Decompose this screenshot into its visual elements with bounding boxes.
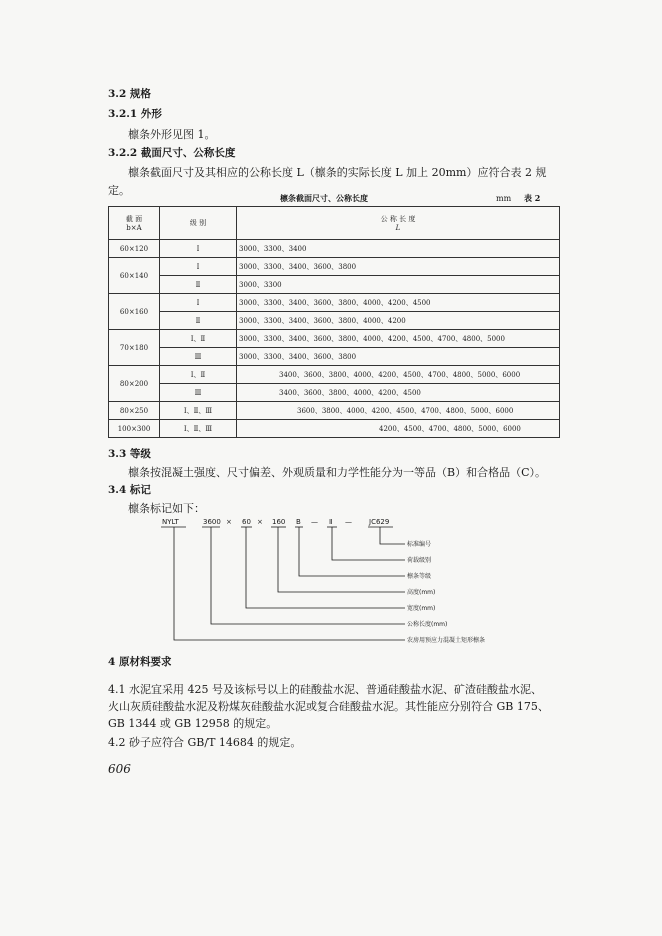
cell-lengths: 3000、3300、3400、3600、3800、4000、4200、4500、4700、4800、5000 xyxy=(237,330,560,348)
code-part-width: 60 xyxy=(242,518,251,526)
label-load-grade: 荷载级别 xyxy=(407,557,432,564)
cell-lengths: 3000、3300、3400、3600、3800、4000、4200、4500 xyxy=(237,294,560,312)
code-part-nylt: NYLT xyxy=(162,518,179,526)
header-length-sub: L xyxy=(395,224,401,232)
cell-lengths: 4200、4500、4700、4800、5000、6000 xyxy=(237,420,560,438)
table-row xyxy=(109,330,560,348)
cell-section: 60×140 xyxy=(109,258,160,294)
cell-section: 80×250 xyxy=(109,402,160,420)
table-row xyxy=(109,276,560,294)
heading-4: 4 原材料要求 xyxy=(108,656,172,668)
code-sep-d1: — xyxy=(311,518,318,526)
code-sep-d2: — xyxy=(345,518,352,526)
cell-grade: Ⅱ xyxy=(160,312,237,330)
table-row xyxy=(109,366,560,384)
code-part-grade: B xyxy=(296,518,301,526)
table-row xyxy=(109,402,560,420)
paragraph-3-2-1: 檩条外形见图 1。 xyxy=(128,128,216,141)
heading-3-2: 3.2 规格 xyxy=(108,88,151,100)
table-row xyxy=(109,420,560,438)
spec-table xyxy=(108,206,560,438)
cell-lengths: 3000、3300、3400、3600、3800 xyxy=(237,348,560,366)
header-length xyxy=(237,207,560,240)
table-row xyxy=(109,294,560,312)
table-title: 檩条截面尺寸、公称长度 xyxy=(280,193,368,203)
table-row xyxy=(109,258,560,276)
cell-grade: Ⅰ、Ⅱ、Ⅲ xyxy=(160,402,237,420)
cell-lengths: 3400、3600、3800、4000、4200、4500 xyxy=(237,384,560,402)
cell-grade: Ⅰ xyxy=(160,240,237,258)
cell-lengths: 3000、3300、3400、3600、3800、4000、4200 xyxy=(237,312,560,330)
cell-grade: Ⅰ xyxy=(160,294,237,312)
code-part-height: 160 xyxy=(272,518,286,526)
cell-grade: Ⅲ xyxy=(160,348,237,366)
cell-section: 100×300 xyxy=(109,420,160,438)
paragraph-3-2-2-line2: 定。 xyxy=(108,184,130,197)
cell-section: 60×120 xyxy=(109,240,160,258)
cell-section: 80×200 xyxy=(109,366,160,402)
table-row xyxy=(109,240,560,258)
label-standard: 标准编号 xyxy=(407,541,432,548)
table-header-row xyxy=(109,207,560,240)
cell-lengths: 3400、3600、3800、4000、4200、4500、4700、4800、5000、6000 xyxy=(237,366,560,384)
cell-grade: Ⅲ xyxy=(160,384,237,402)
code-part-standard: JC629 xyxy=(369,518,390,526)
cell-lengths: 3600、3800、4000、4200、4500、4700、4800、5000、6000 xyxy=(237,402,560,420)
cell-section: 60×160 xyxy=(109,294,160,330)
paragraph-3-2-2-line1: 檩条截面尺寸及其相应的公称长度 L（檩条的实际长度 L 加上 20mm）应符合表 2 规 xyxy=(128,166,547,179)
table-row xyxy=(109,348,560,366)
label-length: 公称长度(mm) xyxy=(407,621,448,628)
cell-section: 70×180 xyxy=(109,330,160,366)
cell-lengths: 3000、3300、3400 xyxy=(237,240,560,258)
code-part-load: Ⅱ xyxy=(329,518,333,526)
paragraph-4-1-line2: 火山灰质硅酸盐水泥及粉煤灰硅酸盐水泥或复合硅酸盐水泥。其性能应分别符合 GB 175、 xyxy=(108,700,549,713)
heading-3-2-1: 3.2.1 外形 xyxy=(108,108,162,120)
table-unit: mm xyxy=(496,194,512,203)
cell-grade: Ⅰ、Ⅱ xyxy=(160,330,237,348)
cell-lengths: 3000、3300 xyxy=(237,276,560,294)
header-section-sub: b×A xyxy=(126,224,142,232)
paragraph-4-1-line1: 4.1 水泥宜采用 425 号及该标号以上的硅酸盐水泥、普通硅酸盐水泥、矿渣硅酸盐水泥、 xyxy=(108,683,542,696)
header-grade: 级 别 xyxy=(160,207,237,240)
paragraph-4-2: 4.2 砂子应符合 GB/T 14684 的规定。 xyxy=(108,736,302,749)
header-section xyxy=(109,207,160,240)
cell-grade: Ⅰ、Ⅱ xyxy=(160,366,237,384)
label-width: 宽度(mm) xyxy=(407,605,436,612)
header-length-label: 公 称 长 度 xyxy=(380,215,416,223)
label-height: 高度(mm) xyxy=(407,589,436,596)
heading-3-2-2: 3.2.2 截面尺寸、公称长度 xyxy=(108,147,236,159)
cell-grade: Ⅱ xyxy=(160,276,237,294)
header-section-label: 截 面 xyxy=(125,215,143,223)
page-number: 606 xyxy=(108,762,131,776)
paragraph-3-4: 檩条标记如下： xyxy=(128,502,205,515)
heading-3-3: 3.3 等级 xyxy=(108,448,151,460)
table-row xyxy=(109,312,560,330)
code-sep-x1: × xyxy=(226,518,232,526)
label-product: 农房用预应力混凝土矩形檩条 xyxy=(407,637,486,644)
table-row xyxy=(109,384,560,402)
cell-grade: Ⅰ xyxy=(160,258,237,276)
paragraph-4-1-line3: GB 1344 或 GB 12958 的规定。 xyxy=(108,717,278,730)
label-quality-grade: 檩条等级 xyxy=(407,573,432,580)
cell-lengths: 3000、3300、3400、3600、3800 xyxy=(237,258,560,276)
table-label: 表 2 xyxy=(524,193,541,203)
paragraph-3-3: 檩条按混凝土强度、尺寸偏差、外观质量和力学性能分为一等品（B）和合格品（C）。 xyxy=(128,466,546,479)
heading-3-4: 3.4 标记 xyxy=(108,484,151,496)
code-part-length: 3600 xyxy=(203,518,221,526)
cell-grade: Ⅰ、Ⅱ、Ⅲ xyxy=(160,420,237,438)
code-sep-x2: × xyxy=(257,518,263,526)
